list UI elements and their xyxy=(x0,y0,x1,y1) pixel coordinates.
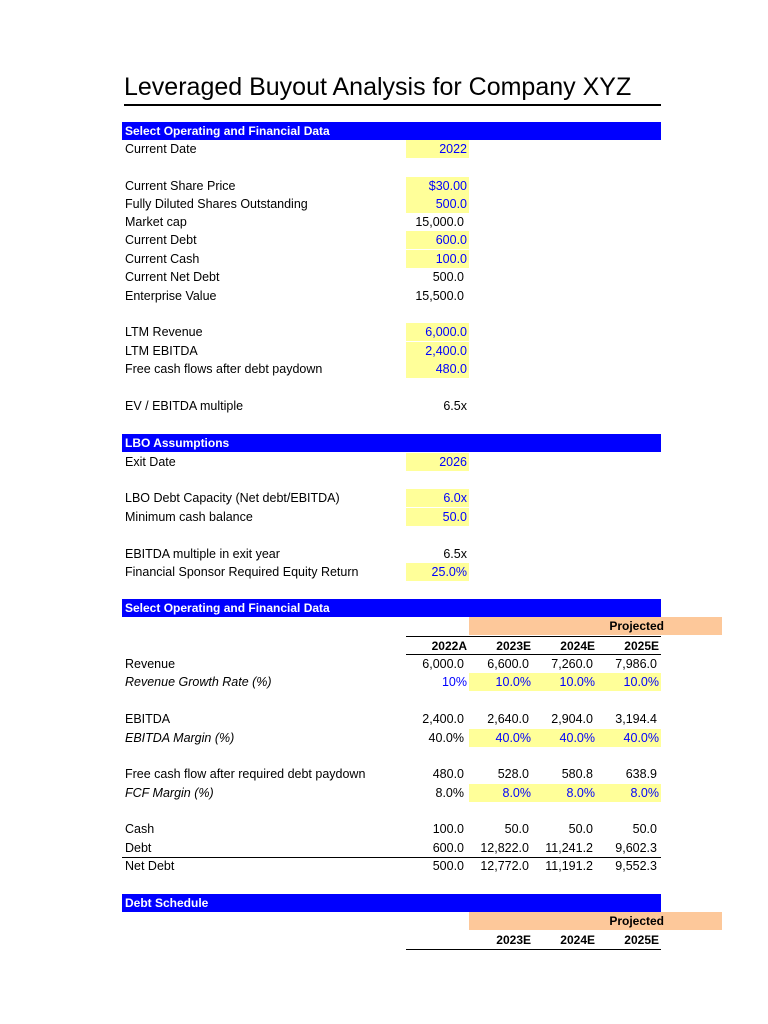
ebitda-label: EBITDA xyxy=(125,712,171,726)
debt-label: Debt xyxy=(125,841,152,855)
required-return-label: Financial Sponsor Required Equity Return xyxy=(125,565,359,579)
current-cash-cell[interactable]: 100.0 xyxy=(406,250,469,268)
projected-header: Projected xyxy=(469,617,722,635)
debt-schedule-year-2024e: 2024E xyxy=(560,933,595,947)
fcf-label: Free cash flows after debt paydown xyxy=(125,362,323,376)
ebitda-2023e[interactable]: 2,640.0 xyxy=(487,712,529,726)
ltm-revenue-label: LTM Revenue xyxy=(125,325,203,339)
net-debt-2023e[interactable]: 12,772.0 xyxy=(480,859,529,873)
enterprise-value-cell[interactable]: 15,500.0 xyxy=(415,289,464,303)
fcf-margin-2022a[interactable]: 8.0% xyxy=(435,786,464,800)
debt-2022a[interactable]: 600.0 xyxy=(432,841,464,855)
debt-2025e[interactable]: 9,602.3 xyxy=(615,841,657,855)
cash-2022a[interactable]: 100.0 xyxy=(432,822,464,836)
fcf-2025e[interactable]: 638.9 xyxy=(625,767,657,781)
ebitda-margin-2025e[interactable]: 40.0% xyxy=(597,729,661,747)
debt-schedule-year-2023e: 2023E xyxy=(496,933,531,947)
share-price-label: Current Share Price xyxy=(125,179,236,193)
cash-2025e[interactable]: 50.0 xyxy=(632,822,657,836)
net-debt-row-label: Net Debt xyxy=(125,859,175,873)
ltm-ebitda-cell[interactable]: 2,400.0 xyxy=(406,342,469,360)
ebitda-margin-label: EBITDA Margin (%) xyxy=(125,731,235,745)
min-cash-label: Minimum cash balance xyxy=(125,510,253,524)
revenue-growth-2023e[interactable]: 10.0% xyxy=(469,673,533,691)
debt-2024e[interactable]: 11,241.2 xyxy=(545,841,593,855)
ebitda-margin-2023e[interactable]: 40.0% xyxy=(469,729,533,747)
year-header-2023e: 2023E xyxy=(496,639,531,653)
revenue-label: Revenue xyxy=(125,657,176,671)
section-header-debt-schedule: Debt Schedule xyxy=(122,894,661,912)
shares-outstanding-cell[interactable]: 500.0 xyxy=(406,195,469,213)
revenue-2025e[interactable]: 7,986.0 xyxy=(615,657,657,671)
fcf-margin-2025e[interactable]: 8.0% xyxy=(597,784,661,802)
debt-capacity-cell[interactable]: 6.0x xyxy=(406,489,469,507)
revenue-growth-label: Revenue Growth Rate (%) xyxy=(125,675,272,689)
fcf-margin-2024e[interactable]: 8.0% xyxy=(533,784,597,802)
year-header-2024e: 2024E xyxy=(560,639,595,653)
fcf-2023e[interactable]: 528.0 xyxy=(497,767,529,781)
debt-capacity-label: LBO Debt Capacity (Net debt/EBITDA) xyxy=(125,491,340,505)
enterprise-value-label: Enterprise Value xyxy=(125,289,217,303)
revenue-growth-2022a[interactable]: 10% xyxy=(441,675,467,689)
market-cap-label: Market cap xyxy=(125,215,187,229)
current-date-cell[interactable]: 2022 xyxy=(406,140,469,158)
page-title: Leveraged Buyout Analysis for Company XYZ xyxy=(124,70,661,106)
market-cap-cell[interactable]: 15,000.0 xyxy=(415,215,464,229)
ebitda-2024e[interactable]: 2,904.0 xyxy=(551,712,593,726)
fcf-margin-label: FCF Margin (%) xyxy=(125,786,214,800)
ebitda-2022a[interactable]: 2,400.0 xyxy=(422,712,464,726)
ev-ebitda-cell[interactable]: 6.5x xyxy=(443,399,467,413)
revenue-2024e[interactable]: 7,260.0 xyxy=(551,657,593,671)
cash-label: Cash xyxy=(125,822,155,836)
cash-2023e[interactable]: 50.0 xyxy=(504,822,529,836)
shares-outstanding-label: Fully Diluted Shares Outstanding xyxy=(125,197,308,211)
fcf-2022a[interactable]: 480.0 xyxy=(432,767,464,781)
fcf-2024e[interactable]: 580.8 xyxy=(561,767,593,781)
min-cash-cell[interactable]: 50.0 xyxy=(406,508,469,526)
current-cash-label: Current Cash xyxy=(125,252,200,266)
current-debt-cell[interactable]: 600.0 xyxy=(406,231,469,249)
net-debt-2022a[interactable]: 500.0 xyxy=(432,859,464,873)
ebitda-2025e[interactable]: 3,194.4 xyxy=(615,712,657,726)
cash-2024e[interactable]: 50.0 xyxy=(568,822,593,836)
debt-schedule-year-2025e: 2025E xyxy=(624,933,659,947)
exit-date-label: Exit Date xyxy=(125,455,176,469)
required-return-cell[interactable]: 25.0% xyxy=(406,563,469,581)
section-header-lbo-assumptions: LBO Assumptions xyxy=(122,434,661,452)
ltm-ebitda-label: LTM EBITDA xyxy=(125,344,198,358)
exit-multiple-cell[interactable]: 6.5x xyxy=(443,547,467,561)
ebitda-margin-2022a[interactable]: 40.0% xyxy=(428,731,464,745)
net-debt-label: Current Net Debt xyxy=(125,270,220,284)
debt-schedule-header-border xyxy=(406,949,661,950)
ev-ebitda-label: EV / EBITDA multiple xyxy=(125,399,244,413)
revenue-2023e[interactable]: 6,600.0 xyxy=(487,657,529,671)
exit-multiple-label: EBITDA multiple in exit year xyxy=(125,547,280,561)
year-header-2025e: 2025E xyxy=(624,639,659,653)
year-header-2022a: 2022A xyxy=(431,639,467,653)
section-header-operating-data: Select Operating and Financial Data xyxy=(122,122,661,140)
share-price-cell[interactable]: $30.00 xyxy=(406,177,469,195)
ltm-revenue-cell[interactable]: 6,000.0 xyxy=(406,323,469,341)
ebitda-margin-2024e[interactable]: 40.0% xyxy=(533,729,597,747)
revenue-growth-2025e[interactable]: 10.0% xyxy=(597,673,661,691)
revenue-growth-2024e[interactable]: 10.0% xyxy=(533,673,597,691)
net-debt-2025e[interactable]: 9,552.3 xyxy=(615,859,657,873)
exit-date-cell[interactable]: 2026 xyxy=(406,453,469,471)
section-header-projections: Select Operating and Financial Data xyxy=(122,599,661,617)
revenue-2022a[interactable]: 6,000.0 xyxy=(422,657,464,671)
net-debt-cell[interactable]: 500.0 xyxy=(432,270,464,284)
debt-2023e[interactable]: 12,822.0 xyxy=(480,841,529,855)
current-debt-label: Current Debt xyxy=(125,233,197,247)
fcf-cell[interactable]: 480.0 xyxy=(406,360,469,378)
net-debt-2024e[interactable]: 11,191.2 xyxy=(545,859,593,873)
fcf-margin-2023e[interactable]: 8.0% xyxy=(469,784,533,802)
fcf-row-label: Free cash flow after required debt paydown xyxy=(125,767,366,781)
current-date-label: Current Date xyxy=(125,142,197,156)
debt-schedule-projected-header: Projected xyxy=(469,912,722,930)
